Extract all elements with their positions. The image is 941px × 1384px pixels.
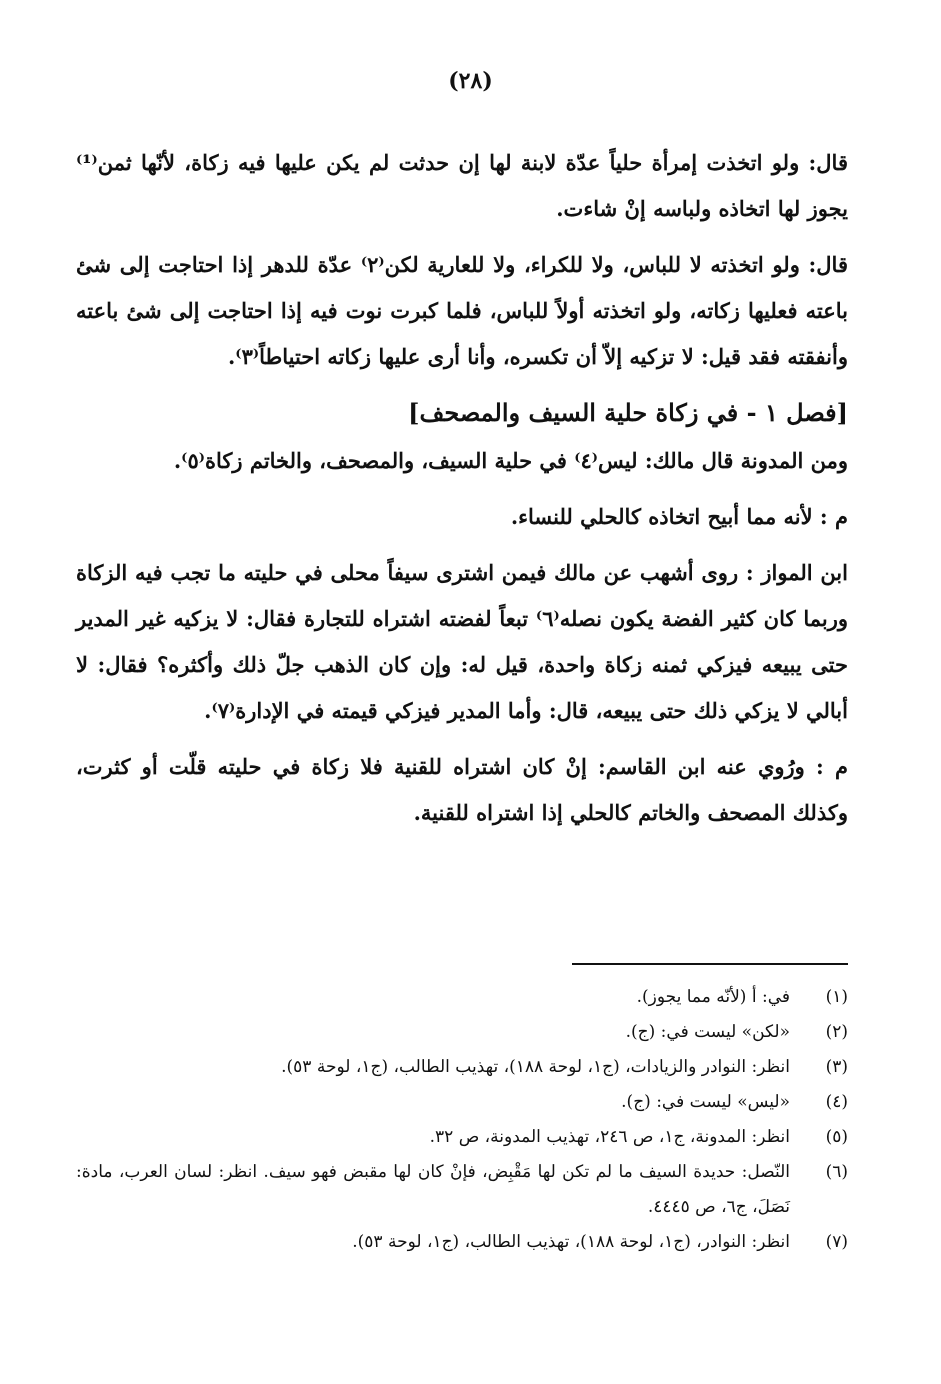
- footnote-number: (٧): [825, 1232, 848, 1252]
- footnotes-list: [76, 980, 848, 1260]
- footnote-number: (١): [825, 987, 848, 1007]
- footnote-text: في: أ (لأنّه مما يجوز).: [636, 987, 790, 1007]
- paragraph: ابن المواز : روى أشهب عن مالك فيمن اشترى سيفاً محلى في حليته ما تجب فيه الزكاة وربما كان كثير الفضة يكون نصله⁽٦⁾ تبعاً لفضته اشتراه للتجارة فقال: لا يزكيه غير المدير حتى يبيعه فيزكي ثمنه زكاة واحدة، قيل له: وإن كان الذهب جلّ ذلك وأكثره؟ فقال: لا أبالي لا يزكي ذلك حتى يبيعه، قال: وأما المدير فيزكي قيمته في الإدارة⁽٧⁾.: [76, 560, 848, 723]
- paragraph: قال: ولو اتخذت إمرأة حلياً عدّة لابنة لها إن حدثت لم يكن عليها فيه زكاة، لأنّها ثمن⁽¹⁾ يجوز لها اتخاذه ولباسه إنْ شاءت.: [76, 150, 848, 221]
- footnote-number: (٣): [825, 1057, 848, 1077]
- footnote-text: انظر: النوادر والزيادات، (ج١، لوحة ١٨٨)، تهذيب الطالب، (ج١، لوحة ٥٣).: [281, 1057, 790, 1077]
- footnote-item: [76, 1050, 848, 1085]
- footnote-item: [76, 1155, 848, 1225]
- footnote-item: [76, 980, 848, 1015]
- footnote-text: «لكن» ليست في: (ج).: [625, 1022, 790, 1042]
- footnote-text: انظر: النوادر، (ج١، لوحة ١٨٨)، تهذيب الطالب، (ج١، لوحة ٥٣).: [352, 1232, 790, 1252]
- section-heading: [فصل ١ - في زكاة حلية السيف والمصحف]: [408, 398, 848, 427]
- paragraph: م : ورُوي عنه ابن القاسم: إنْ كان اشتراه للقنية فلا زكاة في حليته قلّت أو كثرت، وكذلك المصحف والخاتم كالحلي إذا اشتراه للقنية.: [76, 754, 848, 825]
- page-number: (٢٨): [448, 68, 493, 94]
- paragraph: ومن المدونة قال مالك: ليس⁽٤⁾ في حلية السيف، والمصحف، والخاتم زكاة⁽٥⁾.: [173, 448, 848, 473]
- footnote-item: [76, 1225, 848, 1260]
- footnote-number: (٤): [825, 1092, 848, 1112]
- footnote-text: انظر: المدونة، ج١، ص ٢٤٦، تهذيب المدونة، ص ٣٢.: [429, 1127, 790, 1147]
- footnote-number: (٥): [825, 1127, 848, 1147]
- main-text: [76, 140, 848, 846]
- footnote-number: (٢): [825, 1022, 848, 1042]
- footnote-item: [76, 1120, 848, 1155]
- footnote-text: «ليس» ليست في: (ج).: [621, 1092, 790, 1112]
- footnote-item: [76, 1015, 848, 1050]
- footnote-item: [76, 1085, 848, 1120]
- paragraph: قال: ولو اتخذته لا للباس، ولا للكراء، ولا للعارية لكن⁽٢⁾ عدّة للدهر إذا احتاجت إلى شئ باعته فعليها زكاته، ولو اتخذته أولاً للباس، فلما كبرت نوت فيه إذا احتاجت إلى شئ باعته وأنفقته فقد قيل: لا تزكيه إلاّ أن تكسره، وأنا أرى عليها زكاته احتياطاً⁽٣⁾.: [76, 252, 848, 369]
- footnote-number: (٦): [825, 1162, 848, 1182]
- footnote-text: النّصل: حديدة السيف ما لم تكن لها مَقْبِض، فإنْ كان لها مقبض فهو سيف. انظر: لسان العرب، مادة: نَصَلَ، ج٦، ص ٤٤٤٥.: [76, 1162, 790, 1217]
- paragraph: م : لأنه مما أبيح اتخاذه كالحلي للنساء.: [510, 504, 848, 529]
- footnote-divider: [572, 963, 848, 965]
